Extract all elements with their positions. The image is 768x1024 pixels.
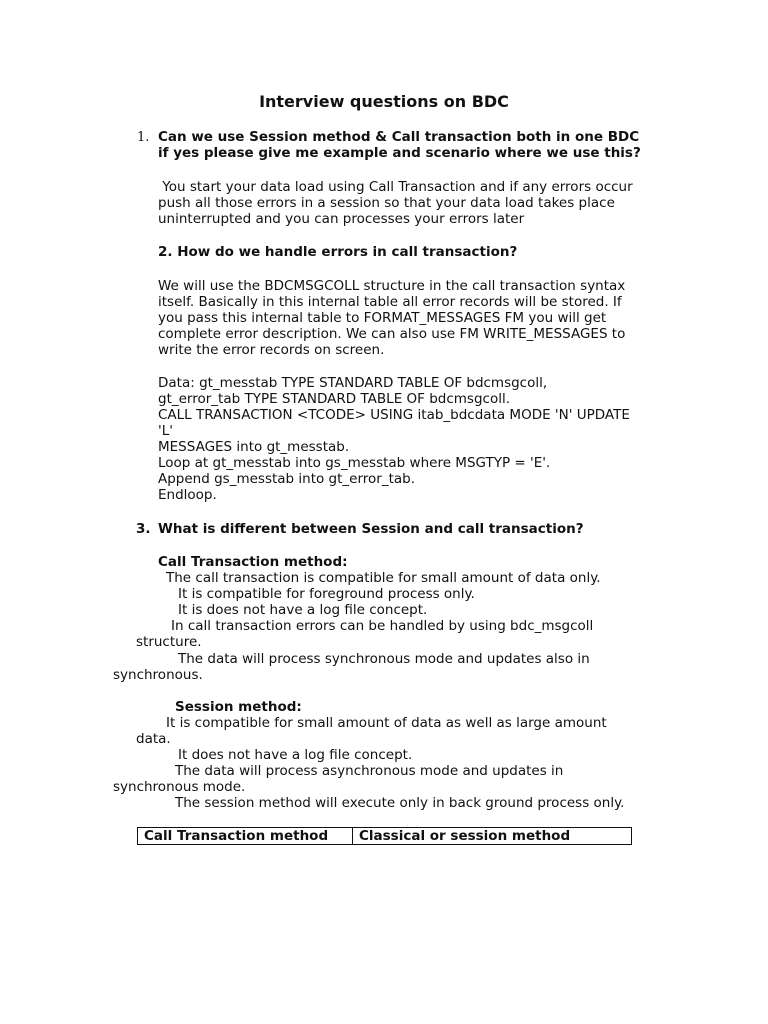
table-header-call-transaction: Call Transaction method bbox=[138, 828, 353, 845]
q1-heading-line-2: if yes please give me example and scenario where we use this? bbox=[158, 145, 641, 161]
q2-code-line: Append gs_messtab into gt_error_tab. bbox=[158, 471, 416, 487]
q2-answer-line: you pass this internal table to FORMAT_MESSAGES FM you will get bbox=[158, 310, 607, 326]
table-header-session-method: Classical or session method bbox=[353, 828, 632, 845]
q1-answer-line: uninterrupted and you can processes your errors later bbox=[158, 211, 525, 227]
q3-number: 3. bbox=[136, 521, 151, 537]
call-transaction-point: In call transaction errors can be handled by using bdc_msgcoll bbox=[171, 618, 594, 634]
q2-code-line: Loop at gt_messtab into gs_messtab where MSGTYP = 'E'. bbox=[158, 455, 551, 471]
call-transaction-point: The call transaction is compatible for small amount of data only. bbox=[166, 570, 601, 586]
q2-code-line: Data: gt_messtab TYPE STANDARD TABLE OF bdcmsgcoll, bbox=[158, 375, 548, 391]
comparison-table bbox=[137, 827, 632, 845]
q3-heading: What is different between Session and call transaction? bbox=[158, 521, 584, 537]
session-method-point: synchronous mode. bbox=[113, 779, 246, 795]
q1-heading-line-1: Can we use Session method & Call transaction both in one BDC bbox=[158, 129, 640, 145]
q1-number: 1. bbox=[137, 130, 150, 145]
call-transaction-point: structure. bbox=[136, 634, 202, 650]
call-transaction-heading: Call Transaction method: bbox=[158, 554, 348, 570]
session-method-heading: Session method: bbox=[175, 699, 302, 715]
session-method-point: It does not have a log file concept. bbox=[178, 747, 413, 763]
session-method-point: The session method will execute only in back ground process only. bbox=[175, 795, 625, 811]
page-title: Interview questions on BDC bbox=[259, 92, 509, 111]
q2-code-line: CALL TRANSACTION <TCODE> USING itab_bdcdata MODE 'N' UPDATE bbox=[158, 407, 630, 423]
q2-code-line: gt_error_tab TYPE STANDARD TABLE OF bdcmsgcoll. bbox=[158, 391, 510, 407]
q2-answer-line: write the error records on screen. bbox=[158, 342, 385, 358]
call-transaction-point: It is compatible for foreground process only. bbox=[178, 586, 475, 602]
call-transaction-point: It is does not have a log file concept. bbox=[178, 602, 428, 618]
q1-answer-line: push all those errors in a session so that your data load takes place bbox=[158, 195, 615, 211]
call-transaction-point: The data will process synchronous mode and updates also in bbox=[178, 651, 590, 667]
call-transaction-point: synchronous. bbox=[113, 667, 203, 683]
session-method-point: data. bbox=[136, 731, 171, 747]
table-header-row bbox=[138, 828, 632, 845]
q2-answer-line: complete error description. We can also use FM WRITE_MESSAGES to bbox=[158, 326, 626, 342]
q2-answer-line: We will use the BDCMSGCOLL structure in the call transaction syntax bbox=[158, 278, 626, 294]
q2-answer-line: itself. Basically in this internal table all error records will be stored. If bbox=[158, 294, 622, 310]
session-method-point: The data will process asynchronous mode and updates in bbox=[175, 763, 564, 779]
session-method-point: It is compatible for small amount of data as well as large amount bbox=[166, 715, 607, 731]
q2-heading: 2. How do we handle errors in call transaction? bbox=[158, 244, 518, 260]
q2-code-line: 'L' bbox=[158, 423, 173, 439]
q2-code-line: Endloop. bbox=[158, 487, 217, 503]
q2-code-line: MESSAGES into gt_messtab. bbox=[158, 439, 350, 455]
q1-answer-line: You start your data load using Call Transaction and if any errors occur bbox=[158, 179, 633, 195]
